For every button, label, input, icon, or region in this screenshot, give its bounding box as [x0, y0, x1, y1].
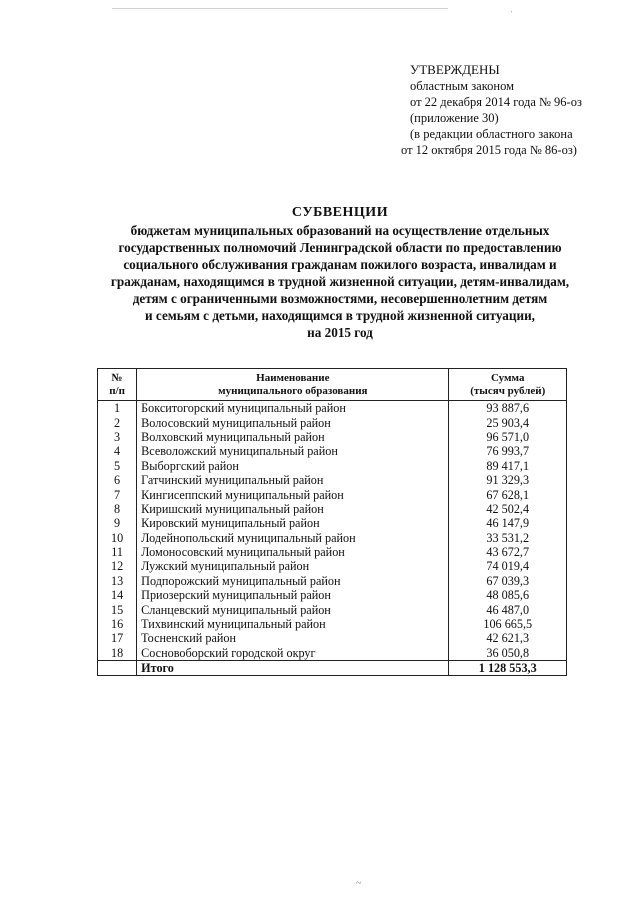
scan-top-border [112, 8, 448, 9]
row-sum: 74 019,4 [449, 559, 567, 573]
row-name: Выборгский район [137, 459, 449, 473]
row-number: 11 [98, 545, 137, 559]
row-sum: 91 329,3 [449, 473, 567, 487]
row-number: 8 [98, 502, 137, 516]
row-name: Тосненский район [137, 631, 449, 645]
approval-line: от 22 декабря 2014 года № 96-оз [410, 95, 582, 109]
row-sum: 93 887,6 [449, 401, 567, 416]
approval-line: (в редакции областного закона [410, 127, 573, 141]
row-number: 2 [98, 415, 137, 429]
row-number: 15 [98, 602, 137, 616]
row-name: Сланцевский муниципальный район [137, 602, 449, 616]
row-name: Кингисеппский муниципальный район [137, 487, 449, 501]
row-name: Приозерский муниципальный район [137, 588, 449, 602]
row-name: Гатчинский муниципальный район [137, 473, 449, 487]
row-sum: 43 672,7 [449, 545, 567, 559]
row-sum: 42 621,3 [449, 631, 567, 645]
table-row [98, 574, 567, 588]
table-row [98, 502, 567, 516]
table-row [98, 602, 567, 616]
row-sum: 76 993,7 [449, 444, 567, 458]
row-number: 12 [98, 559, 137, 573]
row-number: 16 [98, 617, 137, 631]
row-number: 10 [98, 531, 137, 545]
row-number: 3 [98, 430, 137, 444]
table-total-row [98, 661, 567, 676]
row-sum: 96 571,0 [449, 430, 567, 444]
header-number-line1: № [111, 371, 123, 384]
title-line: детям с ограниченными возможностями, несовершеннолетним детям [132, 291, 548, 306]
row-sum: 42 502,4 [449, 502, 567, 516]
row-name: Лодейнопольский муниципальный район [137, 531, 449, 545]
row-name: Волховский муниципальный район [137, 430, 449, 444]
subventions-table [97, 368, 567, 676]
row-name: Волосовский муниципальный район [137, 415, 449, 429]
row-name: Лужский муниципальный район [137, 559, 449, 573]
approval-stamp [401, 62, 582, 158]
header-sum-line2: (тысяч рублей) [470, 384, 546, 397]
table-row [98, 487, 567, 501]
row-name: Кировский муниципальный район [137, 516, 449, 530]
table-row [98, 415, 567, 429]
row-number: 4 [98, 444, 137, 458]
approval-line: УТВЕРЖДЕНЫ [410, 62, 500, 77]
title-line: гражданам, находящимся в трудной жизненной ситуации, детям-инвалидам, [110, 274, 570, 289]
row-number: 9 [98, 516, 137, 530]
row-name: Ломоносовский муниципальный район [137, 545, 449, 559]
table-row [98, 617, 567, 631]
row-number: 17 [98, 631, 137, 645]
title-line: бюджетам муниципальных образований на осуществление отдельных [130, 223, 550, 238]
row-number: 5 [98, 459, 137, 473]
total-sum: 1 128 553,3 [449, 661, 567, 676]
table-row [98, 545, 567, 559]
header-sum-line1: Сумма [491, 371, 525, 384]
table-row [98, 646, 567, 661]
row-sum: 36 050,8 [449, 646, 567, 661]
table-row [98, 588, 567, 602]
row-number: 18 [98, 646, 137, 661]
table-row [98, 531, 567, 545]
approval-line: от 12 октября 2015 года № 86-оз) [401, 143, 577, 157]
row-name: Всеволожский муниципальный район [137, 444, 449, 458]
table-row [98, 459, 567, 473]
table-row [98, 516, 567, 530]
table-row [98, 473, 567, 487]
row-number: 14 [98, 588, 137, 602]
row-sum: 46 487,0 [449, 602, 567, 616]
header-number-line2: п/п [109, 384, 125, 397]
title-line: и семьям с детьми, находящимся в трудной жизненной ситуации, [145, 308, 535, 323]
approval-line: областным законом [410, 79, 515, 93]
header-sum [449, 369, 567, 401]
row-number: 13 [98, 574, 137, 588]
row-name: Подпорожский муниципальный район [137, 574, 449, 588]
row-name: Бокситогорский муниципальный район [137, 401, 449, 416]
table-body [98, 401, 567, 676]
header-name-line2: муниципального образования [218, 384, 368, 397]
header-name-line1: Наименование [256, 371, 330, 384]
row-number: 6 [98, 473, 137, 487]
row-name: Сосновоборский городской округ [137, 646, 449, 661]
header-number [98, 369, 137, 401]
total-number-cell [98, 661, 137, 676]
row-number: 7 [98, 487, 137, 501]
scan-speck: ˈ [510, 10, 514, 21]
row-sum: 106 665,5 [449, 617, 567, 631]
row-sum: 48 085,6 [449, 588, 567, 602]
title-main: СУБВЕНЦИИ [291, 205, 389, 220]
row-number: 1 [98, 401, 137, 416]
scan-speck: ~ [356, 878, 362, 889]
table-header-row [98, 369, 567, 401]
table-row [98, 559, 567, 573]
row-name: Киришский муниципальный район [137, 502, 449, 516]
title-line: государственных полномочий Ленинградской области по предоставлению [118, 240, 562, 255]
row-sum: 67 039,3 [449, 574, 567, 588]
row-name: Тихвинский муниципальный район [137, 617, 449, 631]
title-line: социального обслуживания гражданам пожилого возраста, инвалидам и [123, 257, 557, 272]
row-sum: 67 628,1 [449, 487, 567, 501]
row-sum: 33 531,2 [449, 531, 567, 545]
approval-line: (приложение 30) [410, 111, 499, 125]
row-sum: 46 147,9 [449, 516, 567, 530]
table-row [98, 444, 567, 458]
title-line: на 2015 год [307, 325, 373, 340]
row-sum: 25 903,4 [449, 415, 567, 429]
total-label: Итого [137, 661, 449, 676]
row-sum: 89 417,1 [449, 459, 567, 473]
document-title [60, 204, 620, 341]
table-row [98, 631, 567, 645]
table-row [98, 430, 567, 444]
header-name [137, 369, 449, 401]
table-row [98, 401, 567, 416]
